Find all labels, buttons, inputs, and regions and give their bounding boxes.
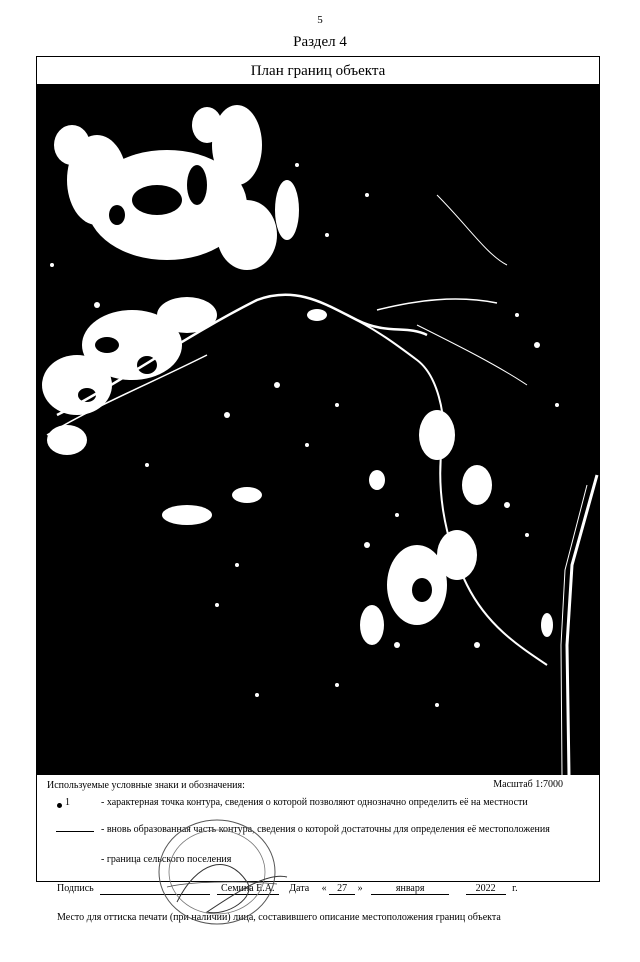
point-symbol-number: 1 bbox=[65, 797, 70, 808]
page-number: 5 bbox=[317, 14, 323, 26]
date-quote-close: » bbox=[357, 883, 363, 894]
legend-title: Используемые условные знаки и обозначения: bbox=[47, 780, 245, 791]
signature-line bbox=[100, 883, 210, 895]
signature-label: Подпись bbox=[57, 883, 94, 894]
signature-row bbox=[57, 883, 518, 895]
plan-frame bbox=[36, 56, 600, 923]
boundary-line-symbol-icon bbox=[56, 831, 94, 832]
date-year-suffix: г. bbox=[512, 883, 518, 894]
date-quote-open: « bbox=[321, 883, 327, 894]
signer-name: Семина Е.А. bbox=[217, 883, 279, 895]
map-terrain-graphic bbox=[37, 85, 599, 775]
legend-item-settlement-border: - граница сельского поселения bbox=[101, 854, 232, 865]
map-scale: Масштаб 1:7000 bbox=[493, 779, 563, 790]
date-year: 2022 bbox=[466, 883, 506, 895]
legend-item-point: - характерная точка контура, сведения о которой позволяют однозначно определить её на местности bbox=[101, 797, 528, 808]
satellite-map-image bbox=[37, 85, 599, 775]
stamp-note: Место для оттиска печати (при наличии) лица, составившего описание местоположения границ объекта bbox=[57, 912, 501, 923]
plan-title: План границ объекта bbox=[37, 57, 599, 85]
date-month: января bbox=[371, 883, 449, 895]
legend-item-new-contour: - вновь образованная часть контура, сведения о которой достаточны для определения её местоположения bbox=[101, 824, 550, 835]
point-symbol-icon bbox=[57, 803, 62, 808]
date-day: 27 bbox=[329, 883, 355, 895]
section-title: Раздел 4 bbox=[293, 34, 347, 50]
date-label: Дата bbox=[289, 883, 310, 894]
